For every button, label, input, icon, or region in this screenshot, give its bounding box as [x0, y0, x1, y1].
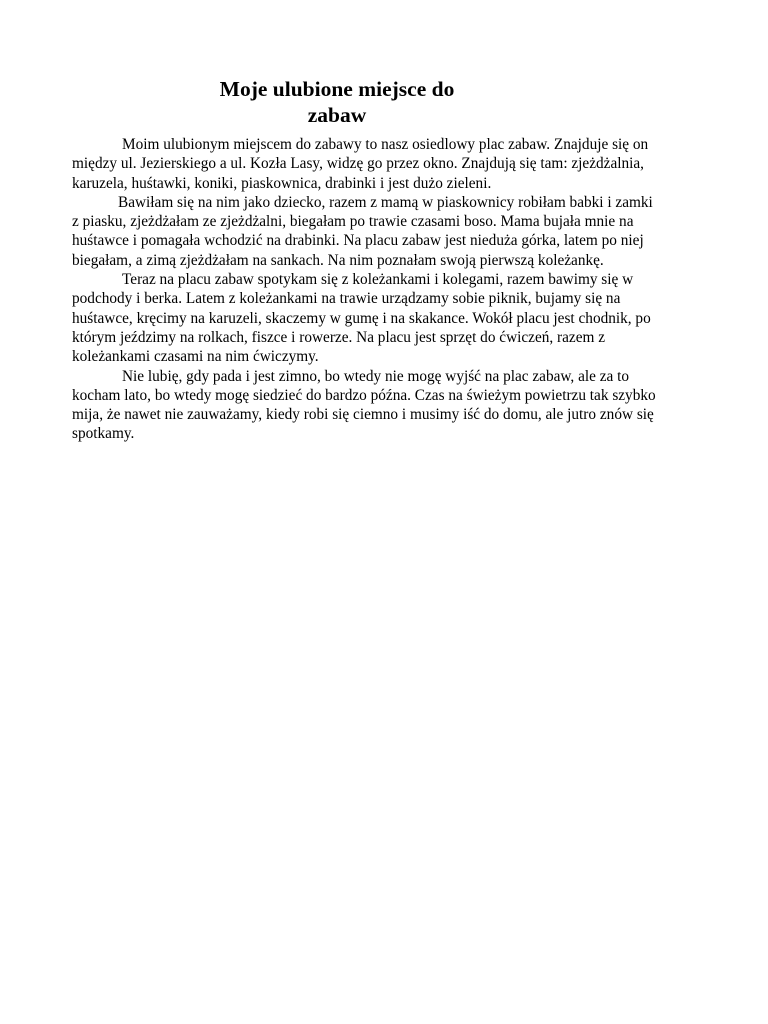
paragraph-2: [72, 193, 700, 270]
paragraph-line: Nie lubię, gdy pada i jest zimno, bo wtedy nie mogę wyjść na plac zabaw, ale za to: [122, 367, 630, 385]
paragraph-line: kocham lato, bo wtedy mogę siedzieć do bardzo późna. Czas na świeżym powietrzu tak szybko: [72, 386, 656, 404]
paragraph-4: [72, 367, 700, 444]
paragraph-line: karuzela, huśtawki, koniki, piaskownica, drabinki i jest dużo zieleni.: [72, 174, 492, 192]
paragraph-line: huśtawce i pomagała wchodzić na drabinki. Na placu zabaw jest nieduża górka, latem po niej: [72, 232, 644, 250]
paragraph-line: podchody i berka. Latem z koleżankami na trawie urządzamy sobie piknik, bujamy się na: [72, 290, 621, 308]
paragraph-line: mija, że nawet nie zauważamy, kiedy robi się ciemno i musimy iść do domu, ale jutro znów się: [72, 406, 654, 424]
paragraph-line: Bawiłam się na nim jako dziecko, razem z mamą w piaskownicy robiłam babki i zamki: [118, 193, 653, 211]
paragraph-line: huśtawce, kręcimy na karuzeli, skaczemy w gumę i na skakance. Wokół placu jest chodnik, po: [72, 309, 651, 327]
paragraph-line: biegałam, a zimą zjeżdżałam na sankach. Na nim poznałam swoją pierwszą koleżankę.: [72, 251, 604, 269]
paragraph-line: między ul. Jezierskiego a ul. Kozła Lasy, widzę go przez okno. Znajdują się tam: zjeżdżalnia,: [72, 155, 644, 173]
paragraph-line: koleżankami czasami na nim ćwiczymy.: [72, 348, 319, 366]
title-line-1: Moje ulubione miejsce do: [219, 77, 455, 101]
document-body: [72, 135, 700, 444]
paragraph-line: z piasku, zjeżdżałam ze zjeżdżalni, biegałam po trawie czasami boso. Mama bujała mnie na: [72, 213, 634, 231]
document-title: [196, 76, 478, 128]
paragraph-3: [72, 270, 700, 366]
paragraph-line: którym jeździmy na rolkach, fiszce i rowerze. Na placu jest sprzęt do ćwiczeń, razem z: [72, 328, 606, 346]
paragraph-line: Teraz na placu zabaw spotykam się z koleżankami i kolegami, razem bawimy się w: [122, 271, 634, 289]
paragraph-1: [72, 135, 700, 193]
paragraph-line: Moim ulubionym miejscem do zabawy to nasz osiedlowy plac zabaw. Znajduje się on: [122, 136, 649, 153]
paragraph-line: spotkamy.: [72, 425, 135, 443]
title-line-2: zabaw: [307, 103, 367, 127]
